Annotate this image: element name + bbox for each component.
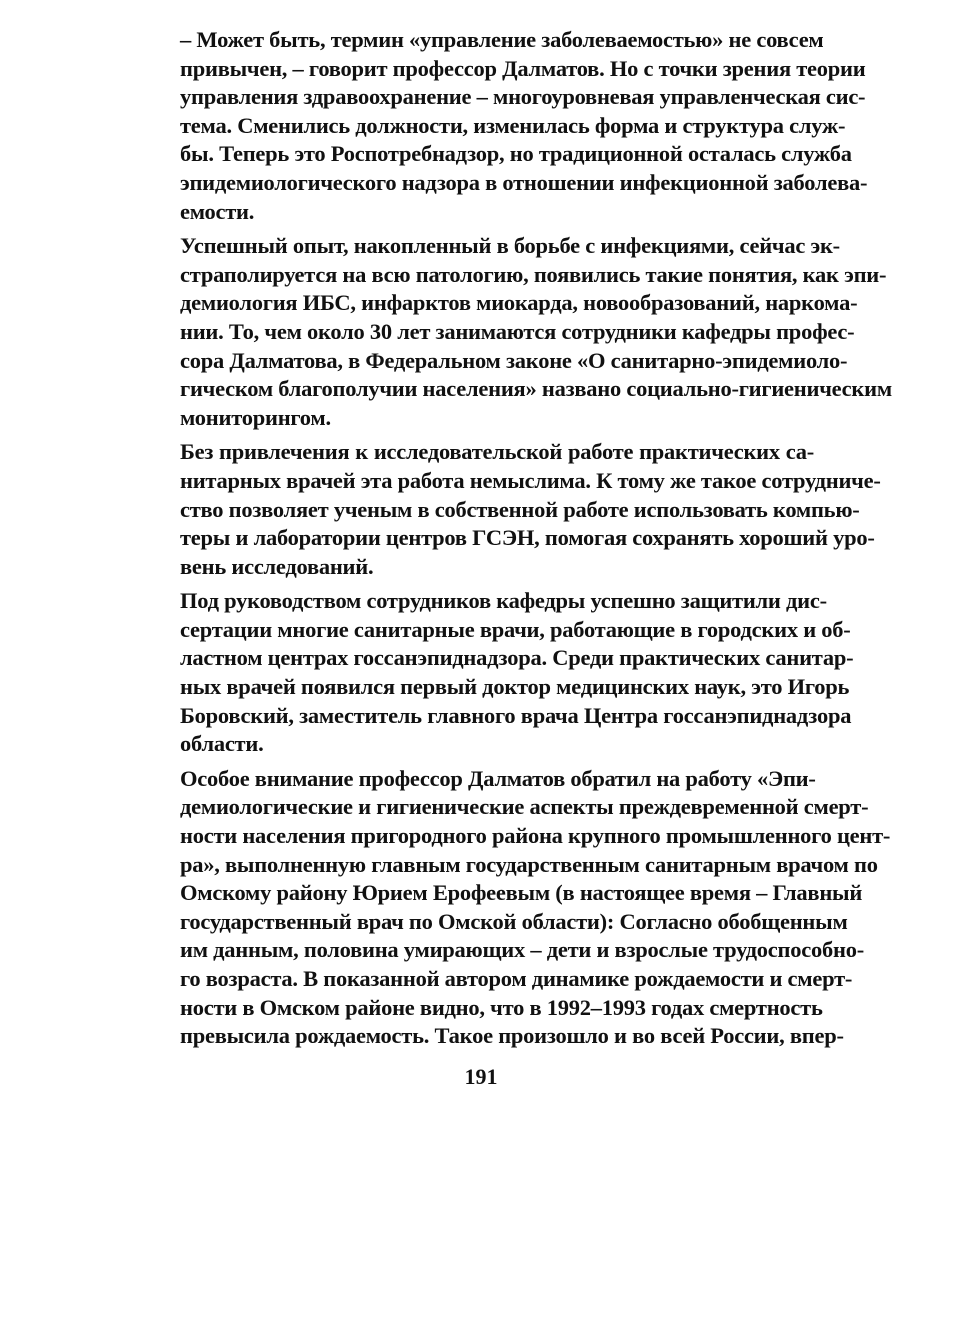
paragraph-2 (150, 232, 892, 432)
text-line: теры и лаборатории центров ГСЭН, помогая сохранять хороший уро- (180, 525, 875, 551)
text-line: привычен, – говорит профессор Далматов. Но с точки зрения теории (180, 55, 866, 81)
text-line: сертации многие санитарные врачи, работающие в городских и об- (180, 616, 851, 642)
page-body (150, 26, 892, 1057)
text-line: управления здравоохранение – многоуровневая управленческая сис- (180, 84, 866, 110)
text-line: Боровский, заместитель главного врача Центра госсанэпиднадзора (180, 702, 852, 728)
text-line: демиология ИБС, инфарктов миокарда, новообразований, наркома- (180, 290, 858, 316)
text-line: ности населения пригородного района крупного промышленного цент- (180, 823, 891, 849)
text-line: гическом благополучии населения» названо социально-гигиеническим (180, 376, 892, 402)
text-line: эпидемиологического надзора в отношении инфекционной заболева- (180, 169, 868, 195)
text-line: Под руководством сотрудников кафедры успешно защитили дис- (180, 588, 827, 614)
text-line: демиологические и гигиенические аспекты преждевременной смерт- (180, 794, 869, 820)
paragraph-3 (150, 438, 881, 581)
text-line: емости. (180, 198, 255, 224)
text-line: ластном центрах госсанэпиднадзора. Среди практических санитар- (180, 645, 854, 671)
text-line: сора Далматова, в Федеральном законе «О санитарно-эпидемиоло- (180, 347, 848, 373)
text-line: бы. Теперь это Роспотребнадзор, но традиционной осталась служба (180, 141, 852, 167)
text-line: ных врачей появился первый доктор медицинских наук, это Игорь (180, 674, 850, 700)
text-line: области. (180, 731, 264, 757)
text-line: им данным, половина умирающих – дети и взрослые трудоспособно- (180, 937, 864, 963)
text-line: тема. Сменились должности, изменилась форма и структура служ- (180, 112, 846, 138)
text-line: государственный врач по Омской области): Согласно обобщенным (180, 908, 848, 934)
paragraph-1 (150, 26, 868, 226)
paragraph-4 (150, 587, 854, 759)
text-line: превысила рождаемость. Такое произошло и во всей России, впер- (180, 1023, 844, 1049)
text-line: нитарных врачей эта работа немыслима. К тому же такое сотрудниче- (180, 467, 881, 493)
text-line: Без привлечения к исследовательской работе практических са- (180, 439, 814, 465)
page-number: 191 (464, 1064, 498, 1089)
text-line: Особое внимание профессор Далматов обратил на работу «Эпи- (180, 765, 816, 791)
text-line: нии. То, чем около 30 лет занимаются сотрудники кафедры профес- (180, 318, 855, 344)
text-line: страполируется на всю патологию, появились такие понятия, как эпи- (180, 261, 887, 287)
text-line: ности в Омском районе видно, что в 1992–1993 годах смертность (180, 994, 823, 1020)
text-line: ство позволяет ученым в собственной работе использовать компью- (180, 496, 860, 522)
text-line: мониторингом. (180, 404, 331, 430)
text-line: го возраста. В показанной автором динамике рождаемости и смерт- (180, 966, 853, 991)
paragraph-5 (150, 765, 891, 1051)
text-line: Успешный опыт, накопленный в борьбе с инфекциями, сейчас эк- (180, 233, 840, 259)
text-line: вень исследований. (180, 553, 374, 579)
text-line: Омскому району Юрием Ерофеевым (в настоящее время – Главный (180, 880, 863, 906)
text-line: – Может быть, термин «управление заболеваемостью» не совсем (180, 27, 824, 52)
text-line: ра», выполненную главным государственным санитарным врачом по (180, 851, 878, 877)
